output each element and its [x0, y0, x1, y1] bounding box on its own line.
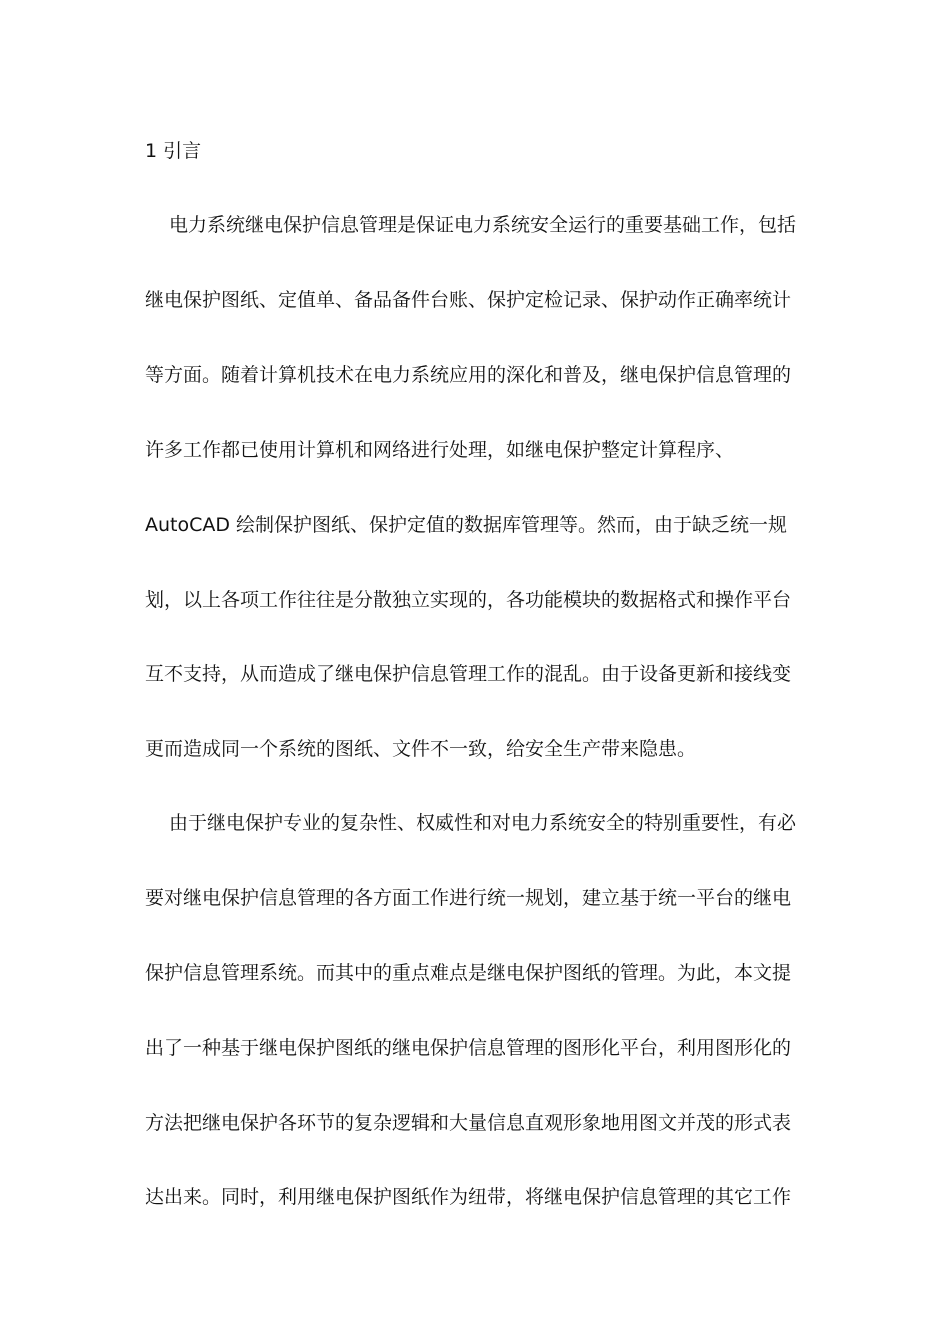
- paragraph-line: 互不支持，从而造成了继电保护信息管理工作的混乱。由于设备更新和接线变: [145, 663, 792, 685]
- paragraph-line: AutoCAD 绘制保护图纸、保护定值的数据库管理等。然而，由于缺乏统一规: [145, 514, 788, 536]
- paragraph-line: 出了一种基于继电保护图纸的继电保护信息管理的图形化平台，利用图形化的: [145, 1037, 792, 1059]
- paragraph-line: 等方面。随着计算机技术在电力系统应用的深化和普及，继电保护信息管理的: [145, 364, 792, 386]
- paragraph-line: 许多工作都已使用计算机和网络进行处理，如继电保护整定计算程序、: [145, 439, 735, 461]
- paragraph-line: 达出来。同时，利用继电保护图纸作为纽带，将继电保护信息管理的其它工作: [145, 1186, 792, 1208]
- paragraph-line: 电力系统继电保护信息管理是保证电力系统安全运行的重要基础工作，包括: [169, 214, 797, 236]
- paragraph-line: 划，以上各项工作往往是分散独立实现的，各功能模块的数据格式和操作平台: [145, 589, 792, 611]
- paragraph-line: 要对继电保护信息管理的各方面工作进行统一规划，建立基于统一平台的继电: [145, 887, 792, 909]
- paragraph-line: 方法把继电保护各环节的复杂逻辑和大量信息直观形象地用图文并茂的形式表: [145, 1112, 792, 1134]
- paragraph-line: 继电保护图纸、定值单、备品备件台账、保护定检记录、保护动作正确率统计: [145, 289, 792, 311]
- paragraph-line: 保护信息管理系统。而其中的重点难点是继电保护图纸的管理。为此，本文提: [145, 962, 792, 984]
- section-heading: 1 引言: [145, 140, 202, 162]
- paragraph-line: 更而造成同一个系统的图纸、文件不一致，给安全生产带来隐患。: [145, 738, 697, 760]
- paragraph-line: 由于继电保护专业的复杂性、权威性和对电力系统安全的特别重要性，有必: [169, 812, 797, 834]
